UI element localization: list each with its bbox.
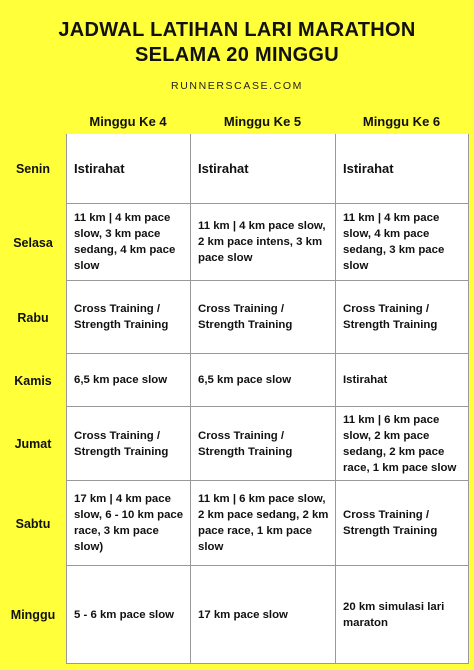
schedule-table	[66, 134, 469, 664]
page-title	[0, 18, 474, 68]
table-cell: 11 km | 4 km pace slow, 2 km pace intens, 3 km pace slow	[191, 204, 336, 281]
table-cell: 11 km | 4 km pace slow, 3 km pace sedang, 4 km pace slow	[67, 204, 191, 281]
table-cell: 17 km pace slow	[191, 566, 336, 664]
title-line-2: SELAMA 20 MINGGU	[134, 44, 340, 66]
table-cell: 11 km | 6 km pace slow, 2 km pace sedang, 2 km pace race, 1 km pace slow	[336, 407, 469, 481]
title-line-1: JADWAL LATIHAN LARI MARATHON	[58, 19, 416, 41]
day-label-sabtu: Sabtu	[15, 516, 51, 531]
table-cell: Cross Training / Strength Training	[336, 481, 469, 566]
day-label-selasa: Selasa	[13, 235, 53, 250]
column-header-week-5: Minggu Ke 5	[223, 113, 302, 129]
column-header-week-4: Minggu Ke 4	[89, 113, 167, 129]
table-cell: Istirahat	[336, 134, 469, 204]
day-label-kamis: Kamis	[14, 373, 52, 388]
table-cell: Istirahat	[191, 134, 336, 204]
day-label-minggu: Minggu	[10, 608, 56, 622]
table-cell: 11 km | 6 km pace slow, 2 km pace sedang, 2 km pace race, 1 km pace slow	[191, 481, 336, 566]
table-cell: 17 km | 4 km pace slow, 6 - 10 km pace race, 3 km pace slow)	[67, 481, 191, 566]
day-label-rabu: Rabu	[17, 310, 49, 325]
site-name: RUNNERSCASE.COM	[171, 80, 303, 92]
table-cell: 6,5 km pace slow	[191, 354, 336, 407]
day-label-jumat: Jumat	[14, 437, 52, 451]
table-cell: Cross Training / Strength Training	[191, 281, 336, 354]
column-header-week-6: Minggu Ke 6	[362, 113, 441, 129]
table-cell: Istirahat	[336, 354, 469, 407]
table-cell: Cross Training / Strength Training	[67, 281, 191, 354]
table-cell: 5 - 6 km pace slow	[67, 566, 191, 664]
table-cell: 11 km | 4 km pace slow, 4 km pace sedang, 3 km pace slow	[336, 204, 469, 281]
table-cell: 6,5 km pace slow	[67, 354, 191, 407]
table-cell: Istirahat	[67, 134, 191, 204]
table-cell: Cross Training / Strength Training	[336, 281, 469, 354]
day-label-senin: Senin	[15, 162, 51, 176]
table-cell: Cross Training / Strength Training	[191, 407, 336, 481]
table-cell: Cross Training / Strength Training	[67, 407, 191, 481]
table-cell: 20 km simulasi lari maraton	[336, 566, 469, 664]
